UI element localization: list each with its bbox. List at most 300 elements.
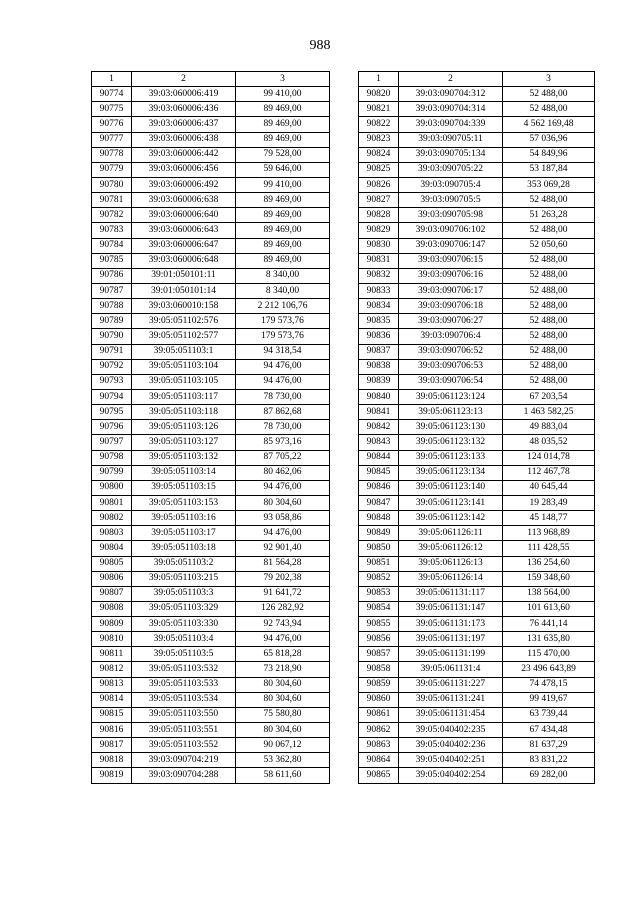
row-number: 90858 <box>359 662 399 677</box>
value: 131 635,80 <box>503 632 595 647</box>
row-number: 90811 <box>92 647 132 662</box>
cadastral-number: 39:05:061131:197 <box>399 632 503 647</box>
table-row <box>92 435 330 450</box>
cadastral-number: 39:03:090706:18 <box>399 299 503 314</box>
table-row <box>359 389 595 404</box>
cadastral-number: 39:03:090705:98 <box>399 208 503 223</box>
table-row <box>359 586 595 601</box>
table-row <box>359 405 595 420</box>
table-row <box>92 420 330 435</box>
value: 94 476,00 <box>236 480 330 495</box>
table-row <box>92 102 330 117</box>
row-number: 90790 <box>92 329 132 344</box>
value: 49 883,04 <box>503 420 595 435</box>
value: 80 462,06 <box>236 465 330 480</box>
row-number: 90823 <box>359 132 399 147</box>
value: 179 573,76 <box>236 314 330 329</box>
value: 83 831,22 <box>503 753 595 768</box>
row-number: 90851 <box>359 556 399 571</box>
row-number: 90786 <box>92 268 132 283</box>
value: 23 496 643,89 <box>503 662 595 677</box>
value: 54 849,96 <box>503 147 595 162</box>
value: 58 611,60 <box>236 768 330 783</box>
cadastral-number: 39:05:051103:104 <box>132 359 236 374</box>
table-row <box>92 359 330 374</box>
value: 52 488,00 <box>503 193 595 208</box>
column-header: 3 <box>236 72 330 87</box>
value: 52 488,00 <box>503 253 595 268</box>
table-row <box>359 632 595 647</box>
row-number: 90779 <box>92 162 132 177</box>
value: 19 283,49 <box>503 495 595 510</box>
cadastral-number: 39:05:051103:5 <box>132 647 236 662</box>
row-number: 90843 <box>359 435 399 450</box>
row-number: 90826 <box>359 177 399 192</box>
table-row <box>92 208 330 223</box>
value: 75 580,80 <box>236 707 330 722</box>
row-number: 90841 <box>359 405 399 420</box>
cadastral-number: 39:05:051103:14 <box>132 465 236 480</box>
row-number: 90839 <box>359 374 399 389</box>
table-row <box>92 707 330 722</box>
value: 94 318,54 <box>236 344 330 359</box>
table-row <box>92 662 330 677</box>
value: 94 476,00 <box>236 632 330 647</box>
row-number: 90865 <box>359 768 399 783</box>
cadastral-number: 39:03:060006:492 <box>132 177 236 192</box>
value: 81 564,28 <box>236 556 330 571</box>
column-header: 1 <box>359 72 399 87</box>
table-row <box>92 132 330 147</box>
cadastral-number: 39:05:051103:126 <box>132 420 236 435</box>
value: 80 304,60 <box>236 723 330 738</box>
cadastral-number: 39:05:061123:124 <box>399 389 503 404</box>
value: 92 901,40 <box>236 541 330 556</box>
value: 52 488,00 <box>503 299 595 314</box>
value: 99 410,00 <box>236 87 330 102</box>
cadastral-number: 39:05:051103:118 <box>132 405 236 420</box>
row-number: 90828 <box>359 208 399 223</box>
row-number: 90817 <box>92 738 132 753</box>
row-number: 90781 <box>92 193 132 208</box>
cadastral-number: 39:03:090704:219 <box>132 753 236 768</box>
cadastral-number: 39:05:061131:454 <box>399 707 503 722</box>
register-table-right <box>358 71 595 784</box>
value: 76 441,14 <box>503 617 595 632</box>
value: 99 410,00 <box>236 177 330 192</box>
cadastral-number: 39:03:060006:648 <box>132 253 236 268</box>
value: 78 730,00 <box>236 389 330 404</box>
row-number: 90792 <box>92 359 132 374</box>
table-row <box>359 193 595 208</box>
row-number: 90808 <box>92 601 132 616</box>
cadastral-number: 39:05:061131:117 <box>399 586 503 601</box>
table-row <box>359 541 595 556</box>
row-number: 90830 <box>359 238 399 253</box>
table-row <box>92 617 330 632</box>
table-row <box>92 723 330 738</box>
table-row <box>92 147 330 162</box>
table-row <box>359 556 595 571</box>
table-row <box>92 541 330 556</box>
value: 52 050,60 <box>503 238 595 253</box>
row-number: 90853 <box>359 586 399 601</box>
cadastral-number: 39:03:060006:442 <box>132 147 236 162</box>
table-row <box>359 283 595 298</box>
row-number: 90820 <box>359 87 399 102</box>
cadastral-number: 39:03:090705:134 <box>399 147 503 162</box>
cadastral-number: 39:03:090704:314 <box>399 102 503 117</box>
cadastral-number: 39:01:050101:14 <box>132 283 236 298</box>
cadastral-number: 39:03:090706:52 <box>399 344 503 359</box>
value: 94 476,00 <box>236 526 330 541</box>
table-row <box>359 753 595 768</box>
row-number: 90847 <box>359 495 399 510</box>
cadastral-number: 39:05:051103:551 <box>132 723 236 738</box>
cadastral-number: 39:03:090706:4 <box>399 329 503 344</box>
table-row <box>92 480 330 495</box>
row-number: 90799 <box>92 465 132 480</box>
table-row <box>359 495 595 510</box>
table-row <box>359 662 595 677</box>
row-number: 90835 <box>359 314 399 329</box>
row-number: 90791 <box>92 344 132 359</box>
cadastral-number: 39:05:061131:241 <box>399 692 503 707</box>
table-row <box>92 586 330 601</box>
row-number: 90859 <box>359 677 399 692</box>
row-number: 90861 <box>359 707 399 722</box>
value: 90 067,12 <box>236 738 330 753</box>
value: 79 202,38 <box>236 571 330 586</box>
value: 57 036,96 <box>503 132 595 147</box>
row-number: 90809 <box>92 617 132 632</box>
value: 179 573,76 <box>236 329 330 344</box>
value: 159 348,60 <box>503 571 595 586</box>
cadastral-number: 39:05:051103:533 <box>132 677 236 692</box>
row-number: 90778 <box>92 147 132 162</box>
row-number: 90849 <box>359 526 399 541</box>
cadastral-number: 39:03:090705:4 <box>399 177 503 192</box>
cadastral-number: 39:03:060006:640 <box>132 208 236 223</box>
row-number: 90864 <box>359 753 399 768</box>
row-number: 90788 <box>92 299 132 314</box>
cadastral-number: 39:05:040402:236 <box>399 738 503 753</box>
table-row <box>359 738 595 753</box>
value: 79 528,00 <box>236 147 330 162</box>
value: 92 743,94 <box>236 617 330 632</box>
cadastral-number: 39:05:061123:141 <box>399 495 503 510</box>
value: 89 469,00 <box>236 193 330 208</box>
cadastral-number: 39:05:051103:17 <box>132 526 236 541</box>
cadastral-number: 39:05:061131:173 <box>399 617 503 632</box>
row-number: 90855 <box>359 617 399 632</box>
cadastral-number: 39:03:090706:54 <box>399 374 503 389</box>
cadastral-number: 39:05:051103:552 <box>132 738 236 753</box>
row-number: 90846 <box>359 480 399 495</box>
value: 52 488,00 <box>503 374 595 389</box>
table-row <box>359 299 595 314</box>
value: 40 645,44 <box>503 480 595 495</box>
table-row <box>92 632 330 647</box>
row-number: 90787 <box>92 283 132 298</box>
cadastral-number: 39:03:090704:312 <box>399 87 503 102</box>
cadastral-number: 39:05:040402:235 <box>399 723 503 738</box>
value: 101 613,60 <box>503 601 595 616</box>
row-number: 90833 <box>359 283 399 298</box>
cadastral-number: 39:03:090706:16 <box>399 268 503 283</box>
table-row <box>359 526 595 541</box>
value: 80 304,60 <box>236 692 330 707</box>
row-number: 90832 <box>359 268 399 283</box>
cadastral-number: 39:05:040402:251 <box>399 753 503 768</box>
table-row <box>92 283 330 298</box>
value: 89 469,00 <box>236 132 330 147</box>
row-number: 90801 <box>92 495 132 510</box>
value: 63 739,44 <box>503 707 595 722</box>
cadastral-number: 39:05:051103:329 <box>132 601 236 616</box>
table-row <box>92 374 330 389</box>
row-number: 90805 <box>92 556 132 571</box>
row-number: 90818 <box>92 753 132 768</box>
row-number: 90844 <box>359 450 399 465</box>
cadastral-number: 39:05:051102:577 <box>132 329 236 344</box>
row-number: 90794 <box>92 389 132 404</box>
value: 112 467,78 <box>503 465 595 480</box>
table-row <box>359 435 595 450</box>
table-row <box>359 147 595 162</box>
row-number: 90854 <box>359 601 399 616</box>
value: 124 014,78 <box>503 450 595 465</box>
row-number: 90780 <box>92 177 132 192</box>
cadastral-number: 39:03:090705:22 <box>399 162 503 177</box>
value: 53 187,84 <box>503 162 595 177</box>
value: 89 469,00 <box>236 253 330 268</box>
table-row <box>92 405 330 420</box>
row-number: 90796 <box>92 420 132 435</box>
table-row <box>359 374 595 389</box>
table-row <box>92 389 330 404</box>
column-header: 1 <box>92 72 132 87</box>
value: 89 469,00 <box>236 117 330 132</box>
table-row <box>359 87 595 102</box>
table-header-row <box>92 72 330 87</box>
cadastral-number: 39:05:061126:12 <box>399 541 503 556</box>
table-row <box>92 526 330 541</box>
row-number: 90775 <box>92 102 132 117</box>
cadastral-number: 39:05:061123:140 <box>399 480 503 495</box>
value: 52 488,00 <box>503 359 595 374</box>
table-row <box>359 253 595 268</box>
value: 87 862,68 <box>236 405 330 420</box>
table-row <box>92 314 330 329</box>
table-row <box>92 692 330 707</box>
row-number: 90850 <box>359 541 399 556</box>
row-number: 90837 <box>359 344 399 359</box>
row-number: 90821 <box>359 102 399 117</box>
row-number: 90802 <box>92 511 132 526</box>
table-row <box>359 102 595 117</box>
table-row <box>359 601 595 616</box>
cadastral-number: 39:05:061131:147 <box>399 601 503 616</box>
table-row <box>359 450 595 465</box>
value: 4 562 169,48 <box>503 117 595 132</box>
value: 81 637,29 <box>503 738 595 753</box>
value: 51 263,28 <box>503 208 595 223</box>
row-number: 90797 <box>92 435 132 450</box>
cadastral-number: 39:03:090705:5 <box>399 193 503 208</box>
cadastral-number: 39:03:060006:643 <box>132 223 236 238</box>
value: 80 304,60 <box>236 677 330 692</box>
cadastral-number: 39:05:061126:11 <box>399 526 503 541</box>
column-header: 2 <box>399 72 503 87</box>
table-row <box>92 450 330 465</box>
row-number: 90863 <box>359 738 399 753</box>
table-row <box>92 465 330 480</box>
value: 73 218,90 <box>236 662 330 677</box>
row-number: 90795 <box>92 405 132 420</box>
cadastral-number: 39:05:051103:18 <box>132 541 236 556</box>
row-number: 90793 <box>92 374 132 389</box>
table-row <box>92 238 330 253</box>
table-row <box>92 117 330 132</box>
row-number: 90810 <box>92 632 132 647</box>
cadastral-number: 39:05:061123:142 <box>399 511 503 526</box>
value: 52 488,00 <box>503 223 595 238</box>
cadastral-number: 39:05:061123:134 <box>399 465 503 480</box>
value: 138 564,00 <box>503 586 595 601</box>
table-row <box>359 223 595 238</box>
cadastral-number: 39:03:090706:147 <box>399 238 503 253</box>
value: 52 488,00 <box>503 268 595 283</box>
row-number: 90783 <box>92 223 132 238</box>
page-number: 988 <box>309 38 331 53</box>
row-number: 90838 <box>359 359 399 374</box>
value: 59 646,00 <box>236 162 330 177</box>
row-number: 90857 <box>359 647 399 662</box>
row-number: 90804 <box>92 541 132 556</box>
row-number: 90807 <box>92 586 132 601</box>
cadastral-number: 39:01:050101:11 <box>132 268 236 283</box>
value: 80 304,60 <box>236 495 330 510</box>
table-row <box>359 329 595 344</box>
row-number: 90825 <box>359 162 399 177</box>
value: 136 254,60 <box>503 556 595 571</box>
table-row <box>359 117 595 132</box>
value: 45 148,77 <box>503 511 595 526</box>
table-row <box>359 162 595 177</box>
row-number: 90814 <box>92 692 132 707</box>
cadastral-number: 39:03:090706:53 <box>399 359 503 374</box>
table-row <box>359 208 595 223</box>
row-number: 90860 <box>359 692 399 707</box>
value: 113 968,89 <box>503 526 595 541</box>
table-row <box>359 177 595 192</box>
table-row <box>92 177 330 192</box>
table-row <box>359 132 595 147</box>
table-row <box>359 268 595 283</box>
table-row <box>359 677 595 692</box>
table-row <box>92 677 330 692</box>
row-number: 90819 <box>92 768 132 783</box>
table-row <box>359 723 595 738</box>
value: 89 469,00 <box>236 102 330 117</box>
row-number: 90840 <box>359 389 399 404</box>
value: 91 641,72 <box>236 586 330 601</box>
cadastral-number: 39:03:090705:11 <box>399 132 503 147</box>
row-number: 90785 <box>92 253 132 268</box>
table-row <box>359 511 595 526</box>
row-number: 90803 <box>92 526 132 541</box>
row-number: 90798 <box>92 450 132 465</box>
table-row <box>359 647 595 662</box>
row-number: 90831 <box>359 253 399 268</box>
table-row <box>92 495 330 510</box>
cadastral-number: 39:05:061123:13 <box>399 405 503 420</box>
value: 52 488,00 <box>503 344 595 359</box>
row-number: 90784 <box>92 238 132 253</box>
value: 89 469,00 <box>236 238 330 253</box>
table-row <box>359 465 595 480</box>
table-row <box>92 268 330 283</box>
row-number: 90813 <box>92 677 132 692</box>
row-number: 90815 <box>92 707 132 722</box>
cadastral-number: 39:03:090706:102 <box>399 223 503 238</box>
value: 78 730,00 <box>236 420 330 435</box>
row-number: 90848 <box>359 511 399 526</box>
row-number: 90836 <box>359 329 399 344</box>
cadastral-number: 39:05:051103:15 <box>132 480 236 495</box>
value: 69 282,00 <box>503 768 595 783</box>
row-number: 90776 <box>92 117 132 132</box>
value: 8 340,00 <box>236 283 330 298</box>
value: 52 488,00 <box>503 329 595 344</box>
row-number: 90852 <box>359 571 399 586</box>
cadastral-number: 39:03:060006:438 <box>132 132 236 147</box>
cadastral-number: 39:05:051102:576 <box>132 314 236 329</box>
cadastral-number: 39:03:060006:437 <box>132 117 236 132</box>
value: 126 282,92 <box>236 601 330 616</box>
table-row <box>92 753 330 768</box>
cadastral-number: 39:03:060006:647 <box>132 238 236 253</box>
table-row <box>359 344 595 359</box>
cadastral-number: 39:05:051103:153 <box>132 495 236 510</box>
value: 353 069,28 <box>503 177 595 192</box>
row-number: 90806 <box>92 571 132 586</box>
cadastral-number: 39:05:051103:4 <box>132 632 236 647</box>
cadastral-number: 39:05:051103:16 <box>132 511 236 526</box>
row-number: 90777 <box>92 132 132 147</box>
row-number: 90812 <box>92 662 132 677</box>
value: 1 463 582,25 <box>503 405 595 420</box>
table-row <box>92 162 330 177</box>
table-row <box>359 420 595 435</box>
cadastral-number: 39:05:061123:130 <box>399 420 503 435</box>
cadastral-number: 39:05:051103:2 <box>132 556 236 571</box>
cadastral-number: 39:05:051103:534 <box>132 692 236 707</box>
row-number: 90842 <box>359 420 399 435</box>
table-row <box>92 511 330 526</box>
value: 67 434,48 <box>503 723 595 738</box>
cadastral-number: 39:05:051103:215 <box>132 571 236 586</box>
value: 2 212 106,76 <box>236 299 330 314</box>
row-number: 90824 <box>359 147 399 162</box>
table-row <box>92 253 330 268</box>
cadastral-number: 39:03:060010:158 <box>132 299 236 314</box>
cadastral-number: 39:05:061123:132 <box>399 435 503 450</box>
table-row <box>359 617 595 632</box>
cadastral-number: 39:03:090706:17 <box>399 283 503 298</box>
row-number: 90774 <box>92 87 132 102</box>
